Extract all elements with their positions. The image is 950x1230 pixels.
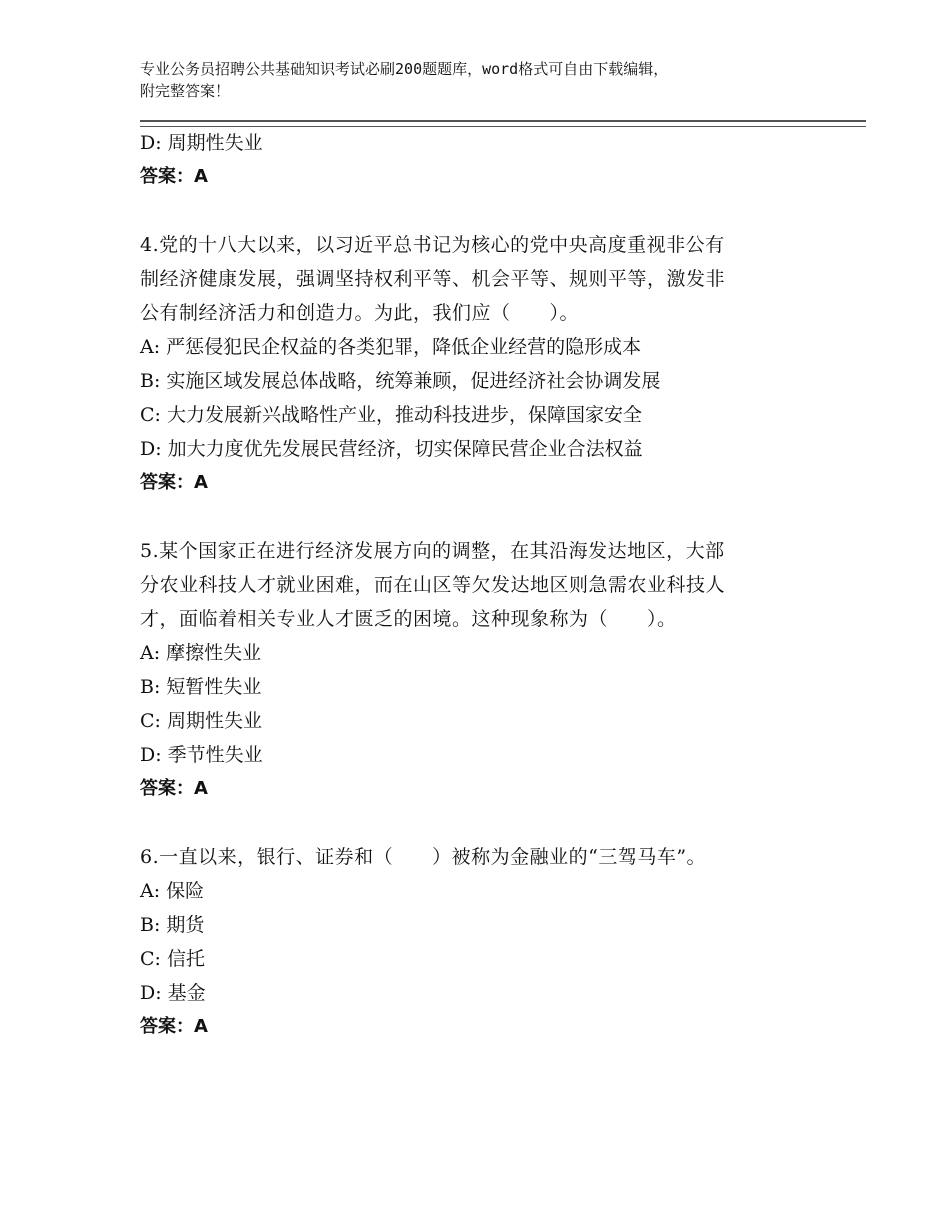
question-stem-line: 制经济健康发展，强调坚持权利平等、机会平等、规则平等，激发非 [140, 268, 726, 290]
answer-line: 答案：A [140, 166, 208, 187]
question-stem-line: 5.某个国家正在进行经济发展方向的调整，在其沿海发达地区，大部 [140, 540, 725, 562]
answer-line: 答案：A [140, 472, 208, 493]
page-header [140, 58, 820, 102]
spacer [140, 500, 800, 534]
option-d: D: 周期性失业 [140, 132, 263, 154]
option-a: A: 摩擦性失业 [140, 642, 262, 664]
question-stem-line: 分农业科技人才就业困难，而在山区等欠发达地区则急需农业科技人 [140, 574, 726, 596]
question-4 [140, 228, 800, 500]
question-stem-line: 6.一直以来，银行、证券和（ ）被称为金融业的“三驾马车”。 [140, 846, 707, 868]
question-5 [140, 534, 800, 806]
question-6 [140, 840, 800, 1044]
header-line-2: 附完整答案！ [140, 82, 231, 100]
header-line-1: 专业公务员招聘公共基础知识考试必刷200题题库，word格式可自由下载编辑， [140, 60, 669, 78]
question-stem-line: 公有制经济活力和创造力。为此，我们应（ ）。 [140, 302, 580, 324]
option-b: B: 期货 [140, 914, 205, 936]
option-b: B: 实施区域发展总体战略，统筹兼顾，促进经济社会协调发展 [140, 370, 661, 392]
answer-line: 答案：A [140, 1016, 208, 1037]
question-stem-line: 4.党的十八大以来，以习近平总书记为核心的党中央高度重视非公有 [140, 234, 725, 256]
option-b: B: 短暂性失业 [140, 676, 262, 698]
spacer [140, 806, 800, 840]
option-c: C: 周期性失业 [140, 710, 262, 732]
option-d: D: 基金 [140, 982, 206, 1004]
option-a: A: 严惩侵犯民企权益的各类犯罪，降低企业经营的隐形成本 [140, 336, 642, 358]
option-c: C: 信托 [140, 948, 205, 970]
option-c: C: 大力发展新兴战略性产业，推动科技进步，保障国家安全 [140, 404, 642, 426]
answer-line: 答案：A [140, 778, 208, 799]
question-content [140, 126, 800, 1044]
question-stem-line: 才，面临着相关专业人才匮乏的困境。这种现象称为（ ）。 [140, 608, 677, 630]
spacer [140, 194, 800, 228]
option-a: A: 保险 [140, 880, 205, 902]
option-d: D: 加大力度优先发展民营经济，切实保障民营企业合法权益 [140, 438, 643, 460]
option-d: D: 季节性失业 [140, 744, 263, 766]
